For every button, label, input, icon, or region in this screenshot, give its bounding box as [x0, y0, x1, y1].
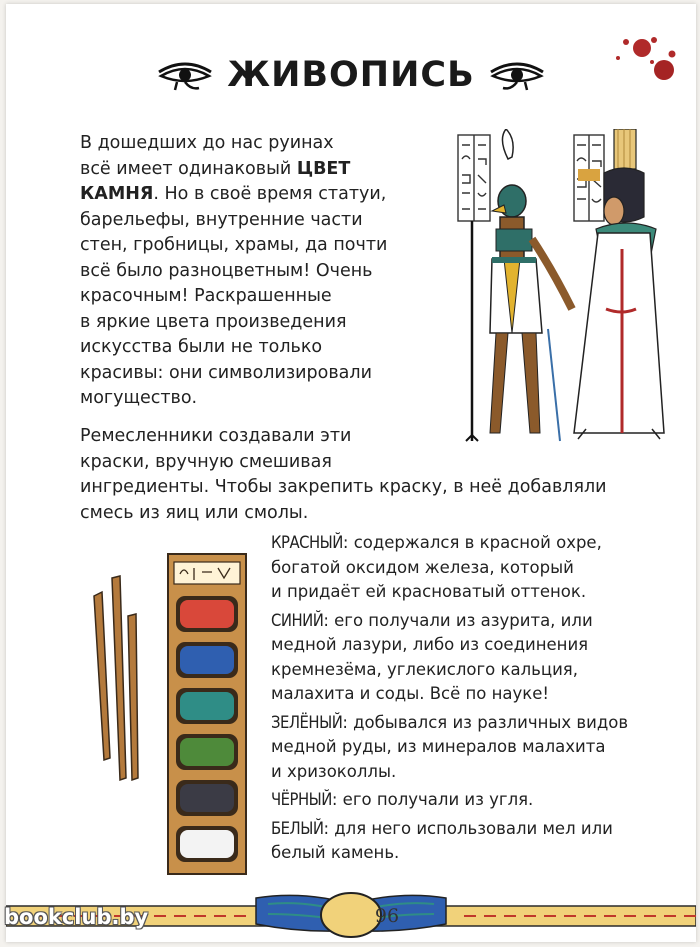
text-line: ингредиенты. Чтобы закрепить краску, в неё добавляли: [80, 477, 607, 497]
eye-of-horus-icon: [155, 58, 215, 92]
paint-splatter-decoration: [608, 32, 680, 96]
text-line: медной лазури, либо из соединения: [271, 635, 589, 654]
text-line: [80, 182, 420, 208]
book-page: [6, 4, 696, 942]
egyptian-figures-illustration: [456, 129, 671, 449]
text-line: ЧЁРНЫЙ: его получали из угля.: [271, 790, 534, 809]
crafts-paragraph: [80, 424, 680, 526]
paint-palette-illustration: [90, 552, 260, 882]
text-line: кремнезёма, углекислого кальция,: [271, 659, 578, 679]
paint-swatch: [180, 600, 234, 628]
emphasis-text: КАМНЯ: [80, 184, 154, 204]
text-line: красочным! Раскрашенные: [80, 286, 332, 306]
pigment-name: СИНИЙ: [271, 610, 324, 630]
intro-paragraph: [80, 131, 420, 412]
pigment-name: ЗЕЛЁНЫЙ: [271, 712, 343, 732]
header: [6, 50, 696, 100]
text-line: [80, 157, 420, 183]
eye-of-horus-icon: [487, 58, 547, 92]
pigment-entry: [271, 817, 691, 866]
text-line: ЗЕЛЁНЫЙ: добывался из различных видов: [271, 712, 629, 732]
text-line: БЕЛЫЙ: для него использовали мел или: [271, 818, 613, 838]
text-line: краски, вручную смешивая: [80, 451, 332, 472]
text-line: медной руды, из минералов малахита: [271, 737, 606, 756]
text-line: всё было разноцветным! Очень: [80, 260, 373, 281]
page-title: ЖИВОПИСЬ: [227, 55, 475, 95]
paint-swatch: [180, 830, 234, 858]
pigment-entry: [271, 609, 691, 707]
text-line: красивы: они символизировали: [80, 362, 372, 383]
pigment-name: КРАСНЫЙ: [271, 533, 343, 552]
text-line: смесь из яиц или смолы.: [80, 502, 309, 523]
text-line: В дошедших до нас руинах: [80, 133, 334, 153]
text-line: стен, гробницы, храмы, да почти: [80, 235, 388, 255]
pigment-entry: [271, 711, 691, 785]
text-line: и хризоколлы.: [271, 761, 397, 781]
emphasis-text: ЦВЕТ: [296, 158, 351, 179]
watermark: bookclub.by: [4, 905, 149, 929]
paint-swatch: [180, 692, 234, 720]
text-line: Ремесленники создавали эти: [80, 426, 352, 446]
paint-swatch: [180, 738, 234, 766]
pigment-entry: [271, 788, 691, 813]
text-line: СИНИЙ: его получали из азурита, или: [271, 610, 593, 630]
text-span: . Но в своё время статуи,: [153, 184, 387, 204]
pigments-legend: [271, 531, 691, 870]
pigment-entry: [271, 531, 691, 605]
text-span: всё имеет одинаковый: [80, 158, 297, 179]
text-line: богатой оксидом железа, который: [271, 557, 574, 577]
paint-brushes: [94, 576, 138, 780]
paint-swatch: [180, 646, 234, 674]
text-line: малахита и соды. Всё по науке!: [271, 684, 550, 703]
paint-swatch: [180, 784, 234, 812]
text-line: могущество.: [80, 388, 198, 408]
text-line: КРАСНЫЙ: содержался в красной охре,: [271, 533, 602, 552]
text-line: барельефы, внутренние части: [80, 209, 363, 230]
pigment-name: ЧЁРНЫЙ: [271, 790, 332, 809]
text-line: белый камень.: [271, 843, 400, 862]
page-number: 96: [374, 905, 400, 927]
text-line: искусства были не только: [80, 337, 323, 357]
pigment-name: БЕЛЫЙ: [271, 818, 324, 838]
text-line: и придаёт ей красноватый оттенок.: [271, 582, 587, 601]
text-line: в яркие цвета произведения: [80, 311, 347, 332]
